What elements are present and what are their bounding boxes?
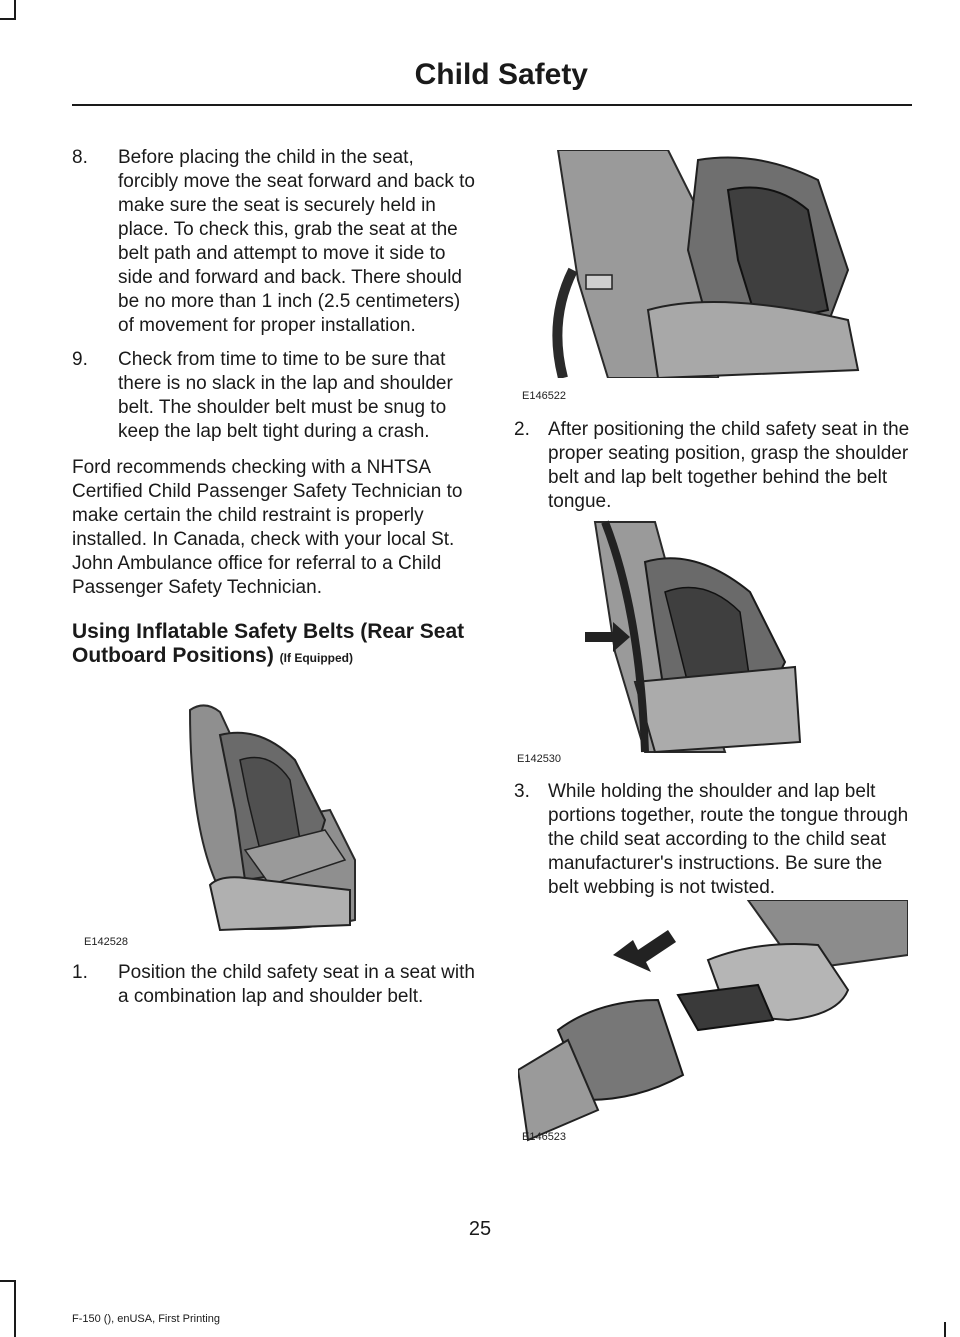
step-8 [72,146,478,338]
header-rule [72,104,912,106]
section-heading-text: Using Inflatable Safety Belts (Rear Seat Outboard Positions) [72,620,465,667]
step-number: 9. [72,349,88,370]
figure-code: E142528 [84,936,129,948]
step-3 [514,780,910,900]
step-text: While holding the shoulder and lap belt portions together, route the tongue through the child seat according to the child seat manufacturer's instructions. Be sure the belt webbing is not twisted. [548,781,909,898]
child-seat-in-vehicle-seat-illustration [150,700,430,945]
page-number: 25 [468,1218,492,1240]
page-title: Child Safety [414,58,588,91]
right-column-step3 [514,780,910,900]
crop-mark [14,0,16,20]
step-1 [72,961,478,1009]
step-number: 2. [514,419,530,440]
figure-code: E146523 [522,1131,567,1143]
step-text: Position the child safety seat in a seat with a combination lap and shoulder belt. [118,962,475,1007]
step-number: 1. [72,962,88,983]
left-column-lower [72,961,478,1009]
crop-mark [0,18,16,20]
step-number: 3. [514,781,530,802]
step-number: 8. [72,147,88,168]
child-seat-closeup-illustration [518,150,908,378]
left-column [72,146,478,670]
step-text: After positioning the child safety seat in the proper seating position, grasp the shoulder belt and lap belt together behind the belt tongue. [548,419,910,512]
section-heading-suffix: (If Equipped) [279,651,353,665]
edition-footer: F-150 (), enUSA, First Printing [72,1313,220,1325]
right-column-step2 [514,418,910,514]
section-heading [72,620,478,670]
crop-mark [14,1280,16,1337]
grasp-belt-illustration [585,512,815,757]
figure-code: E146522 [522,390,567,402]
belt-tongue-illustration [518,900,908,1145]
step-2 [514,418,910,514]
step-text: Check from time to time to be sure that there is no slack in the lap and shoulder belt. The shoulder belt must be snug to keep the lap belt tight during a crash. [118,349,453,442]
step-text: Before placing the child in the seat, forcibly move the seat forward and back to make sure the seat is securely held in place. To check this, grab the seat at the belt path and attempt to move it side to side and forward and back. There should be no more than 1 inch (2.5 centimeters) of movement for proper installation. [118,147,475,336]
step-9 [72,348,478,444]
crop-mark [0,1280,16,1282]
figure-code: E142530 [517,753,562,765]
crop-mark [944,1322,946,1337]
recommendation-paragraph: Ford recommends checking with a NHTSA Certified Child Passenger Safety Technician to make certain the child restraint is properly installed. In Canada, check with your local St. John Ambulance office for referral to a Child Passenger Safety Technician. [72,457,463,598]
